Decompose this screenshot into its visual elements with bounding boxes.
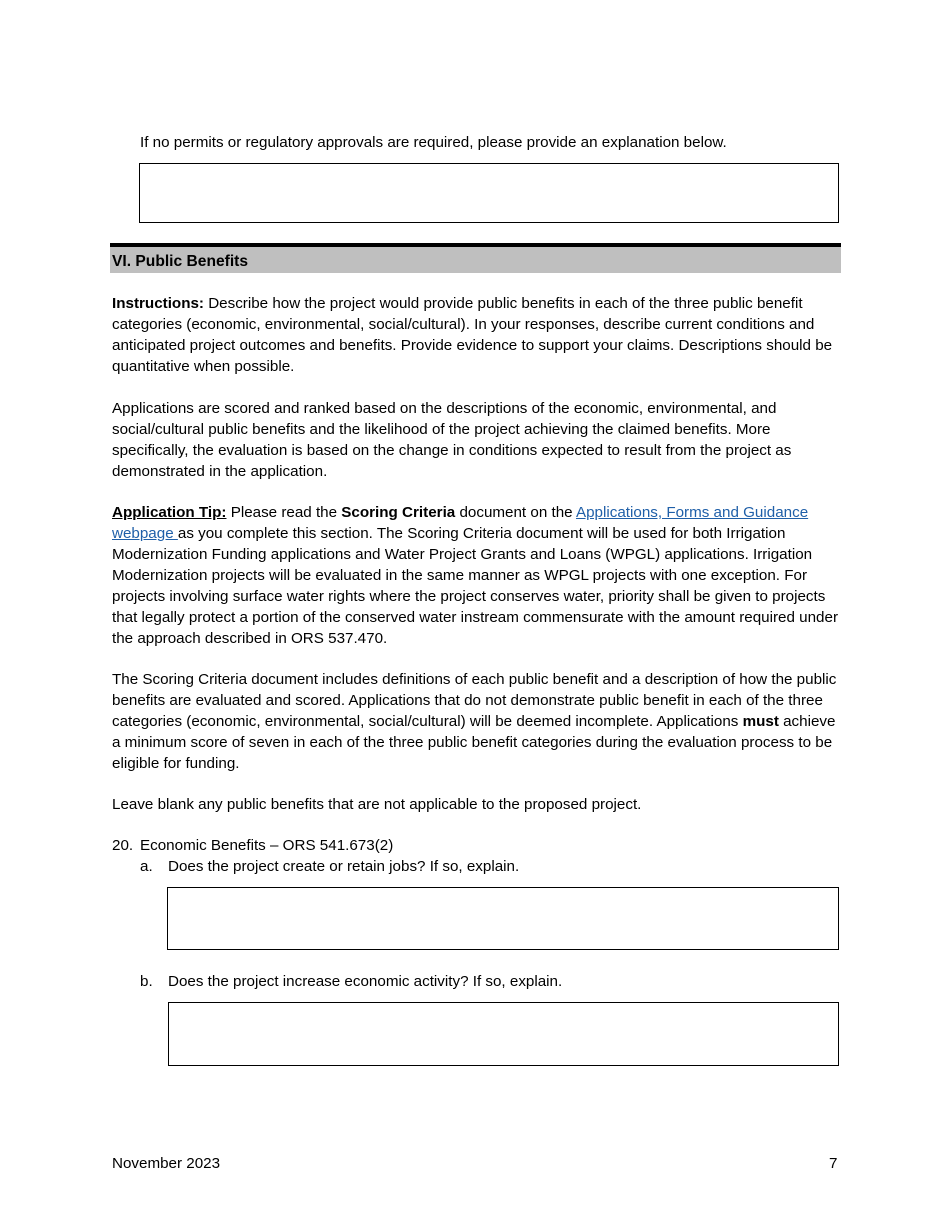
question-20b-text: Does the project increase economic activity? If so, explain. — [168, 973, 563, 990]
question-20a-letter: a. — [140, 858, 153, 875]
must-bold: must — [742, 713, 779, 730]
question-20-title: Economic Benefits – ORS 541.673(2) — [140, 837, 394, 854]
footer-date: November 2023 — [112, 1155, 221, 1172]
page-number: 7 — [829, 1155, 838, 1172]
scoring-paragraph: Applications are scored and ranked based on the descriptions of the economic, environmental, and social/cultural public benefits and the likelihood of the project achieving the claimed benefits. More specifically, the evaluation is based on the change in conditions expected to result from the project as demonstrated in the application. — [112, 400, 792, 480]
leave-blank-note: Leave blank any public benefits that are not applicable to the proposed project. — [112, 796, 642, 813]
jobs-explanation-field[interactable] — [167, 887, 839, 950]
applications-guidance-link[interactable]: Applications, Forms and Guidance webpage — [112, 504, 809, 542]
question-20a-text: Does the project create or retain jobs? If so, explain. — [168, 858, 520, 875]
criteria-paragraph — [112, 669, 840, 774]
tip-text-1: Please read the — [226, 504, 342, 521]
instructions-label: Instructions: — [112, 295, 204, 312]
instructions-text: Describe how the project would provide public benefits in each of the three public benefit categories (economic, environmental, social/cultural). In your responses, describe current conditions and anticipated project outcomes and benefits. Provide evidence to support your claims. Descriptions should be quantitative when possible. — [112, 295, 833, 375]
application-tip-paragraph — [112, 502, 840, 649]
instructions-paragraph — [112, 293, 840, 377]
scoring-criteria-bold: Scoring Criteria — [341, 504, 456, 521]
economic-activity-explanation-field[interactable] — [168, 1002, 839, 1066]
question-20b-letter: b. — [140, 973, 153, 990]
question-20-number: 20. — [112, 837, 134, 854]
criteria-text-1: The Scoring Criteria document includes definitions of each public benefit and a description of how the public benefits are evaluated and scored. Applications that do not demonstrate public benefit in each of the three categories (economic, environmental, social/cultural) will be deemed incomplete. Applications — [112, 671, 837, 730]
section-header — [110, 243, 841, 273]
permits-explanation-field[interactable] — [139, 163, 839, 223]
permits-prompt: If no permits or regulatory approvals are required, please provide an explanation below. — [140, 134, 727, 151]
criteria-text-2: achieve a minimum score of seven in each of the three public benefit categories during the evaluation process to be eligible for funding. — [112, 713, 836, 772]
tip-text-2: document on the — [455, 504, 576, 521]
tip-label: Application Tip: — [112, 504, 227, 521]
section-title: VI. Public Benefits — [112, 253, 249, 270]
tip-text-3: as you complete this section. The Scoring Criteria document will be used for both Irrigation Modernization Funding applications and Water Project Grants and Loans (WPGL) applications. Irrigation Modernization projects will be evaluated in the same manner as WPGL projects with one exception. For projects involving surface water rights where the project conserves water, priority shall be given to projects that legally protect a portion of the conserved water instream commensurate with the amount required under the approach described in ORS 537.470. — [112, 525, 839, 647]
